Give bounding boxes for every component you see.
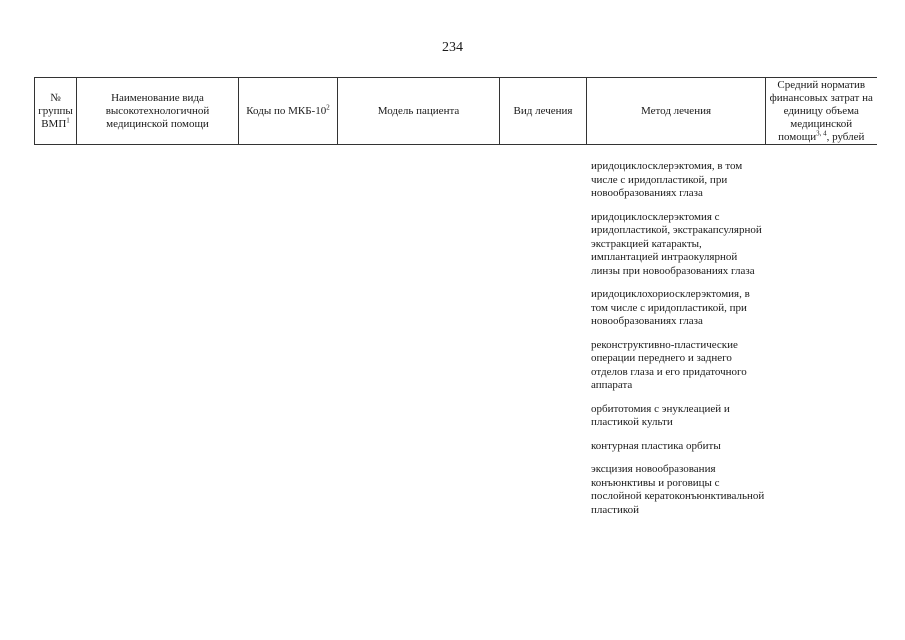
method-item: контурная пластика орбиты — [591, 439, 721, 452]
header-treatment-type — [500, 78, 587, 145]
treatment-methods-list — [591, 160, 766, 527]
header-avg-norm — [766, 78, 877, 145]
header-patient-model-text: Модель пациента — [377, 104, 460, 117]
header-patient-model — [338, 78, 500, 145]
method-item: орбитотомия с энуклеацией и пластикой культи — [591, 402, 730, 428]
footnote-ref-2: 2 — [326, 102, 330, 111]
header-mkb-codes — [239, 78, 338, 145]
header-treatment-method — [587, 78, 766, 145]
method-item: реконструктивно-пластические операции переднего и заднего отделов глаза и его придаточного аппарата — [591, 338, 747, 391]
header-vmp-name — [77, 78, 239, 145]
header-avg-norm-unit: , рублей — [826, 130, 865, 143]
header-avg-norm-text: Средний норматив финансовых затрат на единицу объема медицинской помощи — [769, 78, 873, 143]
header-treatment-method-text: Метод лечения — [640, 104, 712, 117]
method-item: иридоциклохориосклерэктомия, в том числе с иридопластикой, при новообразованиях глаза — [591, 288, 750, 327]
header-vmp-name-text: Наименование вида высокотехнологичной медицинской помощи — [105, 91, 210, 130]
table-header — [34, 77, 877, 145]
method-item: эксцизия новообразования конъюнктивы и роговицы с послойной кератоконъюнктивальной пластикой — [591, 463, 765, 516]
header-group-number-line3: ВМП — [41, 117, 67, 130]
footnote-ref-3-4: 3, 4 — [816, 128, 827, 137]
method-item: иридоциклосклерэктомия, в том числе с иридопластикой, при новообразованиях глаза — [591, 160, 743, 199]
header-group-number-line1: № — [50, 91, 61, 104]
page-number: 234 — [442, 40, 463, 55]
header-group-number — [35, 78, 77, 145]
header-group-number-line2: группы — [38, 104, 73, 117]
header-mkb-codes-text: Коды по МКБ-10 — [246, 104, 327, 117]
header-treatment-type-text: Вид лечения — [513, 104, 573, 117]
method-item: иридоциклосклерэктомия с иридопластикой, экстракапсулярной экстракцией катаракты, имплантацией интраокулярной линзы при новообразованиях глаза — [591, 210, 762, 277]
footnote-ref-1: 1 — [66, 115, 70, 124]
